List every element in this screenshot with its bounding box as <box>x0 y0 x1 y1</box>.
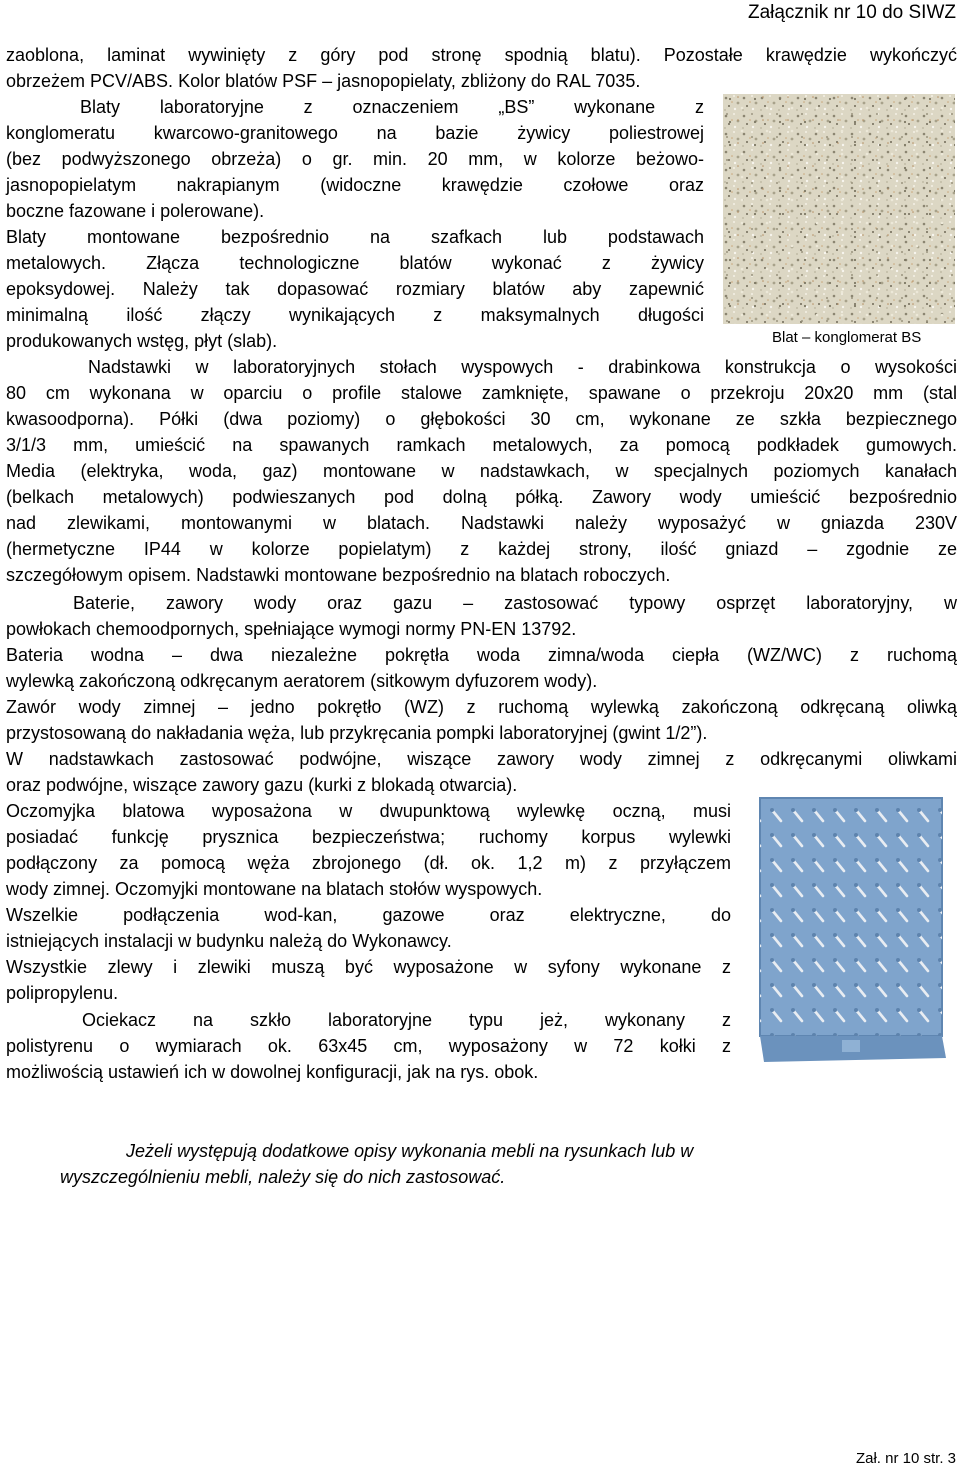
text-line: Wszystkie zlewy i zlewiki muszą być wyposażone w syfony wykonane z <box>6 957 731 977</box>
text-line: minimalną ilość złączy wynikających z maksymalnych długości <box>6 305 704 325</box>
text-line: Blaty montowane bezpośrednio na szafkach lub podstawach <box>6 227 704 247</box>
text-line: podłączony za pomocą węża zbrojonego (dł. ok. 1,2 m) z przyłączem <box>6 853 731 873</box>
text-line: Bateria wodna – dwa niezależne pokrętła woda zimna/woda ciepła (WZ/WC) z ruchomą <box>6 645 957 665</box>
text-line: metalowych. Złącza technologiczne blatów wykonać z żywicy <box>6 253 704 273</box>
text-line: Wszelkie podłączenia wod-kan, gazowe oraz elektryczne, do <box>6 905 731 925</box>
text-line: wody zimnej. Oczomyjki montowane na blatach stołów wyspowych. <box>6 879 543 899</box>
text-line: powłokach chemoodpornych, spełniające wymogi normy PN-EN 13792. <box>6 619 577 639</box>
countertop-caption: Blat – konglomerat BS <box>772 329 922 346</box>
text-line: przystosowaną do nakładania węża, lub przykręcania pompki laboratoryjnej (gwint 1/2”). <box>6 723 708 743</box>
text-line: wylewką zakończoną odkręcanym aeratorem (sitkowym dyfuzorem wody). <box>6 671 598 691</box>
footer-page: Zał. nr 10 str. 3 <box>855 1450 956 1467</box>
text-line: oraz podwójne, wiszące zawory gazu (kurki z blokadą otwarcia). <box>6 775 518 795</box>
text-line: szczegółowym opisem. Nadstawki montowane bezpośrednio na blatach roboczych. <box>6 565 671 585</box>
header-title: Załącznik nr 10 do SIWZ <box>747 2 956 23</box>
text-line: Blaty laboratoryjne z oznaczeniem „BS” wykonane z <box>80 97 704 117</box>
note-line: Jeżeli występują dodatkowe opisy wykonania mebli na rysunkach lub w <box>126 1141 694 1161</box>
text-line: epoksydowej. Należy tak dopasować rozmiary blatów aby zapewnić <box>6 279 704 299</box>
text-line: posiadać funkcję prysznica bezpieczeństwa; ruchomy korpus wylewki <box>6 827 731 847</box>
note-line: wyszczególnieniu mebli, należy się do nich zastosować. <box>60 1167 506 1187</box>
countertop-photo <box>723 94 955 324</box>
text-line: boczne fazowane i polerowane). <box>6 201 265 221</box>
text-line: kwasoodporna). Półki (dwa poziomy) o głębokości 30 cm, wykonane ze szkła bezpiecznego <box>6 409 957 429</box>
text-line: obrzeżem PCV/ABS. Kolor blatów PSF – jasnopopielaty, zbliżony do RAL 7035. <box>6 71 641 91</box>
text-line: możliwością ustawień ich w dowolnej konfiguracji, jak na rys. obok. <box>6 1062 539 1082</box>
text-line: Baterie, zawory wody oraz gazu – zastosować typowy osprzęt laboratoryjny, w <box>73 593 957 613</box>
text-line: produkowanych wstęg, płyt (slab). <box>6 331 278 351</box>
text-line: (belkach metalowych) podwieszanych pod dolną półką. Zawory wody umieścić bezpośrednio <box>6 487 957 507</box>
text-line: Ociekacz na szkło laboratoryjne typu jeż, wykonany z <box>82 1010 731 1030</box>
text-line: jasnopopielatym nakrapianym (widoczne krawędzie czołowe oraz <box>6 175 704 195</box>
text-line: Oczomyjka blatowa wyposażona w dwupunktową wylewkę oczną, musi <box>6 801 731 821</box>
text-line: 3/1/3 mm, umieścić na spawanych ramkach metalowych, za pomocą podkładek gumowych. <box>6 435 957 455</box>
text-line: Zawór wody zimnej – jedno pokrętło (WZ) z ruchomą wylewką zakończoną odkręcaną oliwką <box>6 697 957 717</box>
text-line: konglomeratu kwarcowo-granitowego na bazie żywicy poliestrowej <box>6 123 704 143</box>
text-line: (bez podwyższonego obrzeża) o gr. min. 20 mm, w kolorze beżowo- <box>6 149 704 169</box>
text-line: Media (elektryka, woda, gaz) montowane w nadstawkach, w specjalnych poziomych kanałach <box>6 461 957 481</box>
text-line: 80 cm wykonana w oparciu o profile stalowe zamknięte, spawane o przekroju 20x20 mm (stal <box>6 383 957 403</box>
text-line: polipropylenu. <box>6 983 119 1003</box>
text-line: zaoblona, laminat wywinięty z góry pod stronę spodnią blatu). Pozostałe krawędzie wykończyć <box>6 45 957 65</box>
text-line: polistyrenu o wymiarach ok. 63x45 cm, wyposażony w 72 kołki z <box>6 1036 731 1056</box>
text-line: istniejących instalacji w budynku należą do Wykonawcy. <box>6 931 452 951</box>
text-line: Nadstawki w laboratoryjnych stołach wyspowych - drabinkowa konstrukcja o wysokości <box>88 357 957 377</box>
text-line: W nadstawkach zastosować podwójne, wiszące zawory wody zimnej z odkręcanymi oliwkami <box>6 749 957 769</box>
text-line: (hermetyczne IP44 w kolorze popielatym) z każdej strony, ilość gniazd – zgodnie ze <box>6 539 957 559</box>
drying-rack-photo <box>758 796 948 1064</box>
text-line: nad zlewikami, montowanymi w blatach. Nadstawki należy wyposażyć w gniazda 230V <box>6 513 957 533</box>
